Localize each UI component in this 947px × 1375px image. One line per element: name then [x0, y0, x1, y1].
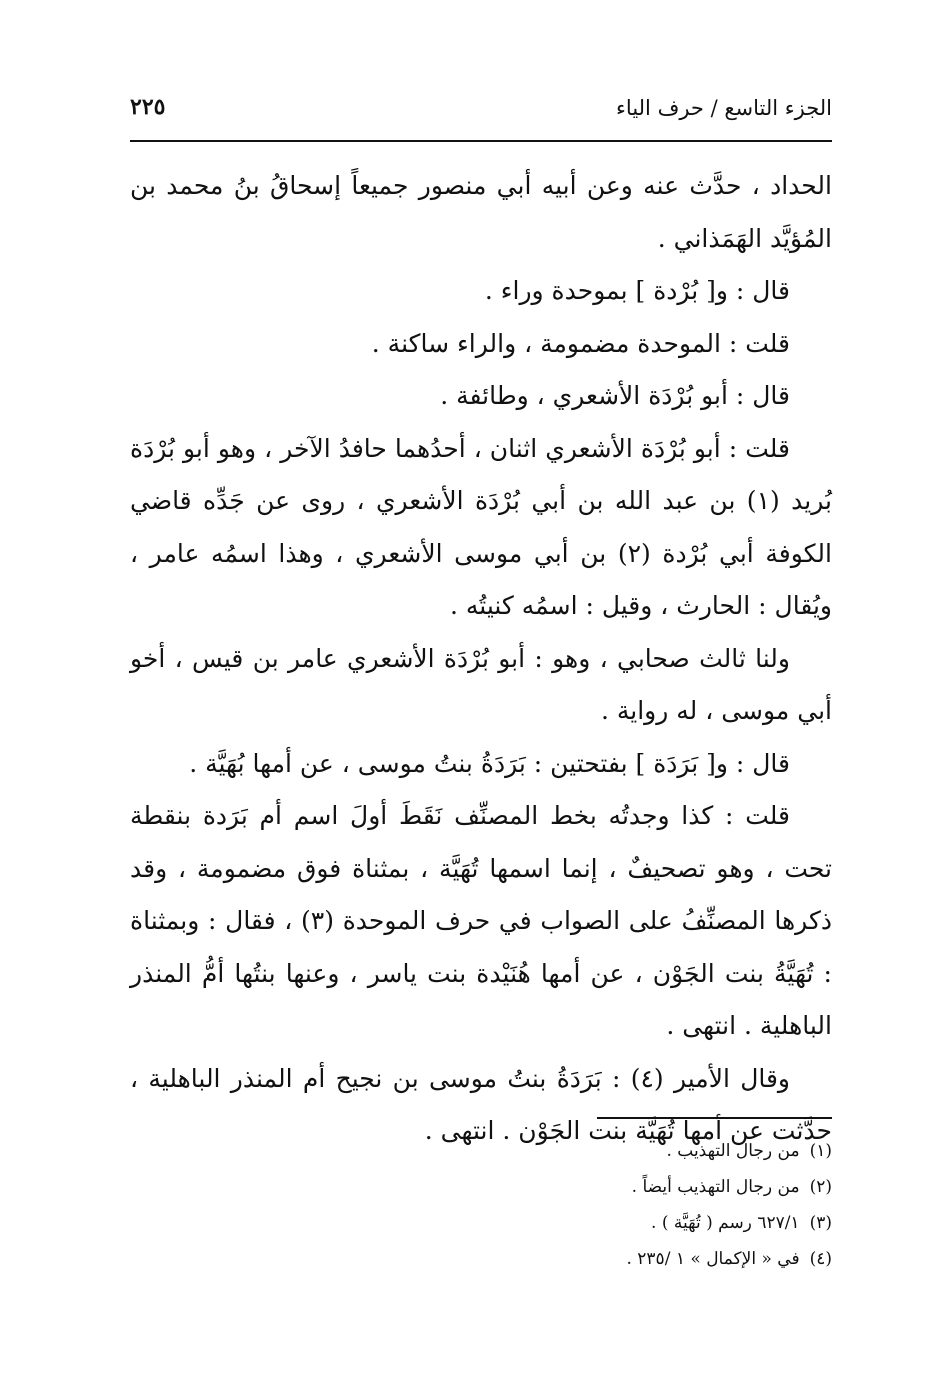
footnotes: [130, 1133, 832, 1277]
footnote-text: من رجال التهذيب .: [666, 1141, 800, 1161]
paragraph-9: وقال الأمير (٤) : بَرَدَةُ بنتُ موسى بن نجيح أم المنذر الباهلية ، حدَّثت عن أمها تُهَيَّة بنت الجَوْن . انتهى .: [130, 1063, 832, 1145]
footnote-text: من رجال التهذيب أيضاً .: [631, 1177, 800, 1197]
paragraph-2: قال : و[ بُرْدة ] بموحدة وراء .: [484, 276, 790, 305]
body-text: [130, 160, 832, 1158]
footnote-text: في « الإكمال » ١ /٢٣٥ .: [626, 1249, 800, 1269]
footnote-number: (٤): [809, 1249, 832, 1269]
page-number: ٢٢٥: [130, 94, 166, 120]
footnote-number: (١): [809, 1141, 832, 1161]
paragraph-4: قال : أبو بُرْدَة الأشعري ، وطائفة .: [440, 381, 790, 410]
footnote-2: [130, 1169, 832, 1205]
footnote-rule: [597, 1117, 832, 1119]
footnote-4: [130, 1241, 832, 1277]
paragraph-5: قلت : أبو بُرْدَة الأشعري اثنان ، أحدُهما حافدُ الآخر ، وهو أبو بُرْدَة بُريد (١) بن عبد الله بن أبي بُرْدَة الأشعري ، روى عن جَدِّه قاضي الكوفة أبي بُرْدة (٢) بن أبي موسى الأشعري ، وهذا اسمُه عامر ، ويُقال : الحارث ، وقيل : اسمُه كنيتُه .: [130, 433, 832, 620]
paragraph-6: ولنا ثالث صحابي ، وهو : أبو بُرْدَة الأشعري عامر بن قيس ، أخو أبي موسى ، له رواية .: [130, 643, 832, 725]
running-title: الجزء التاسع / حرف الياء: [616, 96, 832, 120]
footnote-text: ٦٢٧/١ رسم ( تُهَيَّة ) .: [651, 1213, 800, 1233]
paragraph-7: قال : و[ بَرَدَة ] بفتحتين : بَرَدَةُ بنتُ موسى ، عن أمها بُهَيَّة .: [189, 748, 790, 778]
footnote-3: [130, 1205, 832, 1241]
paragraph-1: الحداد ، حدَّث عنه وعن أبيه أبي منصور جميعاً إسحاقُ بنُ محمد بن المُؤيَّد الهَمَذاني .: [130, 171, 832, 253]
footnote-number: (٢): [809, 1177, 832, 1197]
header-rule: [130, 140, 832, 142]
paragraph-8: قلت : كذا وجدتُه بخط المصنِّف نَقَطَ أولَ اسم أم بَرَدة بنقطة تحت ، وهو تصحيفٌ ، إنما اسمها تُهَيَّة ، بمثناة فوق مضمومة ، وقد ذكرها المصنِّفُ على الصواب في حرف الموحدة (٣) ، فقال : وبمثناة : تُهَيَّةُ بنت الجَوْن ، عن أمها هُنَيْدة بنت ياسر ، وعنها بنتُها أمُّ المنذر الباهلية . انتهى .: [130, 801, 832, 1040]
footnote-number: (٣): [809, 1213, 832, 1233]
footnote-1: [130, 1133, 832, 1169]
paragraph-3: قلت : الموحدة مضمومة ، والراء ساكنة .: [371, 328, 790, 358]
